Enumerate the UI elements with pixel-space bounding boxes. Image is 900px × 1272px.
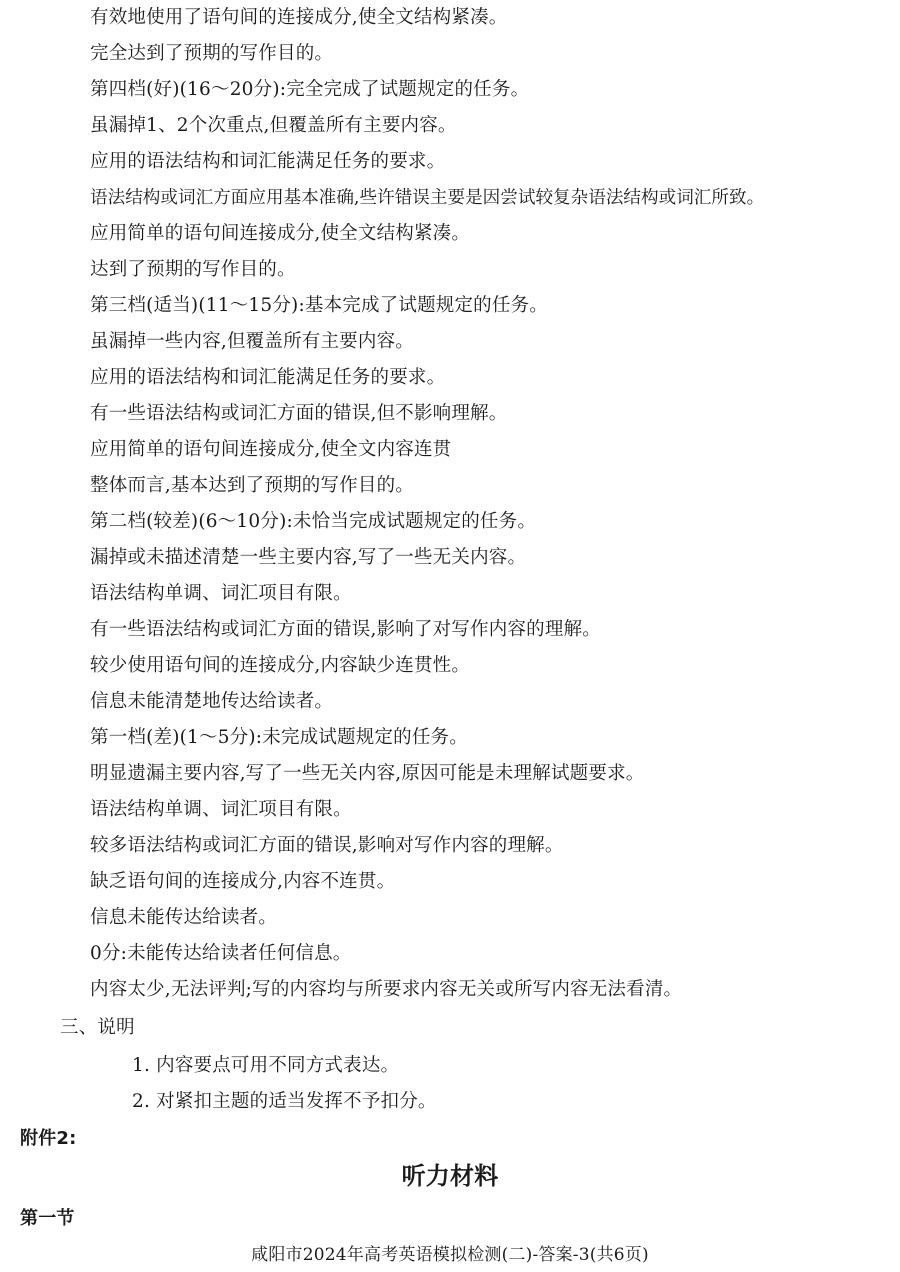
grade-4-heading: 第四档(好)(16～20分):完全完成了试题规定的任务。 [90, 79, 530, 100]
body-line: 语法结构单调、词汇项目有限。 [90, 799, 352, 820]
body-line: 有一些语法结构或词汇方面的错误,但不影响理解。 [90, 403, 508, 424]
body-line: 有效地使用了语句间的连接成分,使全文结构紧凑。 [90, 7, 508, 28]
listening-title: 听力材料 [401, 1162, 499, 1190]
body-line: 较少使用语句间的连接成分,内容缺少连贯性。 [90, 655, 471, 676]
page-footer: 咸阳市2024年高考英语模拟检测(二)-答案-3(共6页) [251, 1245, 649, 1265]
body-line: 应用的语法结构和词汇能满足任务的要求。 [90, 151, 446, 172]
body-line: 应用简单的语句间连接成分,使全文内容连贯 [90, 439, 452, 460]
body-line: 虽漏掉1、2个次重点,但覆盖所有主要内容。 [90, 115, 457, 136]
body-line: 虽漏掉一些内容,但覆盖所有主要内容。 [90, 331, 414, 352]
note-item: 2. 对紧扣主题的适当发挥不予扣分。 [132, 1091, 437, 1112]
grade-0-heading: 0分:未能传达给读者任何信息。 [90, 943, 352, 964]
body-line: 信息未能清楚地传达给读者。 [90, 691, 334, 712]
body-line: 整体而言,基本达到了预期的写作目的。 [90, 475, 414, 496]
note-item: 1. 内容要点可用不同方式表达。 [132, 1055, 400, 1076]
part-heading: 第一节 [20, 1208, 75, 1229]
body-line: 较多语法结构或词汇方面的错误,影响对写作内容的理解。 [90, 835, 564, 856]
grade-3-heading: 第三档(适当)(11～15分):基本完成了试题规定的任务。 [90, 295, 548, 316]
body-line: 达到了预期的写作目的。 [90, 259, 296, 280]
body-line: 应用简单的语句间连接成分,使全文结构紧凑。 [90, 223, 471, 244]
body-line: 应用的语法结构和词汇能满足任务的要求。 [90, 367, 446, 388]
body-line: 完全达到了预期的写作目的。 [90, 43, 334, 64]
grade-2-heading: 第二档(较差)(6～10分):未恰当完成试题规定的任务。 [90, 511, 537, 532]
section-heading: 三、说明 [60, 1017, 135, 1038]
body-line: 信息未能传达给读者。 [90, 907, 278, 928]
body-line: 语法结构单调、词汇项目有限。 [90, 583, 352, 604]
body-line: 漏掉或未描述清楚一些主要内容,写了一些无关内容。 [90, 547, 527, 568]
grade-1-heading: 第一档(差)(1～5分):未完成试题规定的任务。 [90, 727, 468, 748]
body-line: 缺乏语句间的连接成分,内容不连贯。 [90, 871, 396, 892]
body-line: 语法结构或词汇方面应用基本准确,些许错误主要是因尝试较复杂语法结构或词汇所致。 [90, 188, 765, 208]
body-line: 有一些语法结构或词汇方面的错误,影响了对写作内容的理解。 [90, 619, 601, 640]
body-line: 内容太少,无法评判;写的内容均与所要求内容无关或所写内容无法看清。 [90, 979, 683, 1000]
body-line: 明显遗漏主要内容,写了一些无关内容,原因可能是未理解试题要求。 [90, 763, 645, 784]
attachment-label: 附件2: [20, 1128, 77, 1149]
